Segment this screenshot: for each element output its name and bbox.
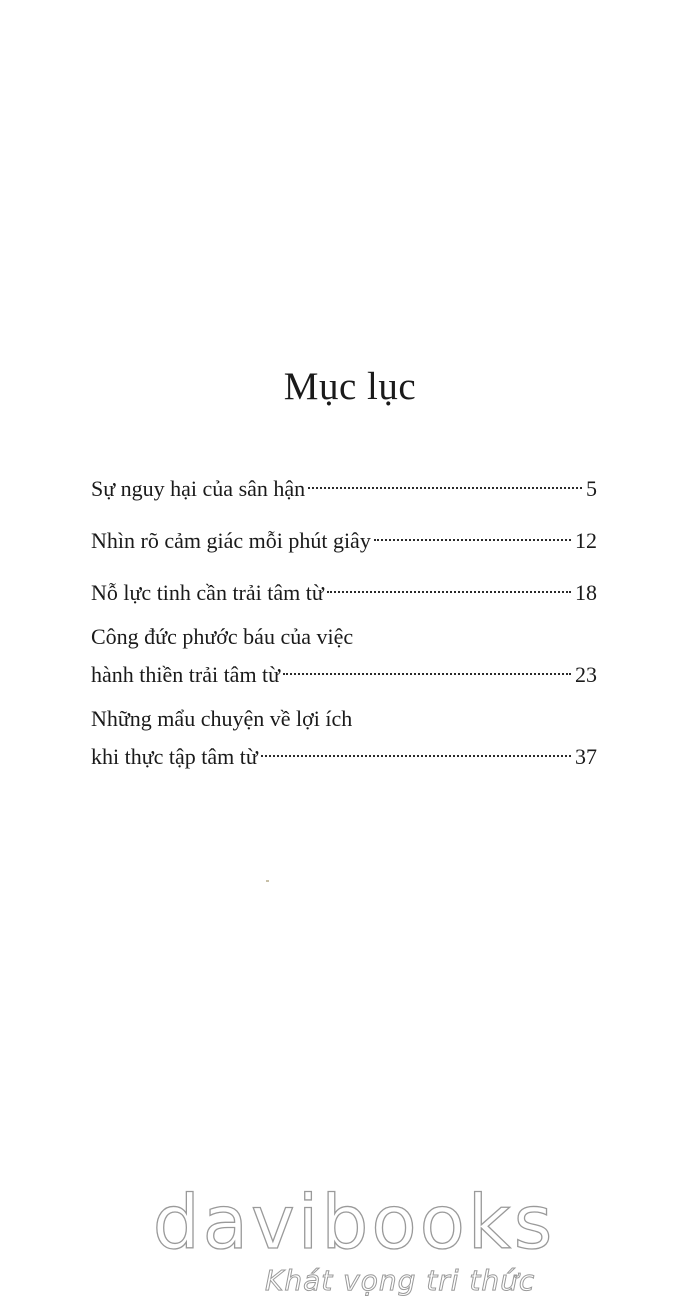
toc-entry-title-line-1: Những mẩu chuyện về lợi ích — [91, 706, 353, 731]
toc-entry-5[interactable] — [91, 704, 597, 772]
toc-entry-2[interactable] — [91, 518, 597, 556]
page-title: Mục lục — [283, 365, 417, 408]
print-speck — [266, 880, 269, 882]
toc-entry-4[interactable] — [91, 622, 597, 690]
toc-entry-title-line-2: khi thực tập tâm từ — [91, 744, 258, 769]
watermark-slogan: Khát vọng tri thức — [265, 1264, 536, 1297]
dot-leader — [261, 734, 571, 764]
toc-entry-title: Sự nguy hại của sân hận — [91, 476, 306, 501]
dot-leader — [327, 570, 571, 600]
publisher-watermark — [0, 1178, 700, 1297]
toc-entry-title-line-1: Công đức phước báu của việc — [91, 624, 354, 649]
toc-entry-page: 23 — [575, 662, 597, 687]
watermark-brand: davibooks — [152, 1180, 556, 1266]
toc-entry-page: 18 — [575, 580, 597, 605]
toc-entry-1[interactable] — [91, 466, 597, 504]
toc-entry-page: 5 — [586, 476, 597, 501]
toc-entry-page: 37 — [575, 744, 597, 769]
toc-entry-title: Nỗ lực tinh cần trải tâm từ — [91, 580, 324, 605]
dot-leader — [374, 518, 571, 548]
toc-entry-title-line-2: hành thiền trải tâm từ — [91, 662, 281, 687]
toc-entry-title: Nhìn rõ cảm giác mỗi phút giây — [91, 528, 371, 553]
toc-entry-page: 12 — [575, 528, 597, 553]
toc-entry-3[interactable] — [91, 570, 597, 608]
table-of-contents — [91, 466, 597, 786]
dot-leader — [283, 652, 571, 682]
dot-leader — [308, 466, 582, 496]
